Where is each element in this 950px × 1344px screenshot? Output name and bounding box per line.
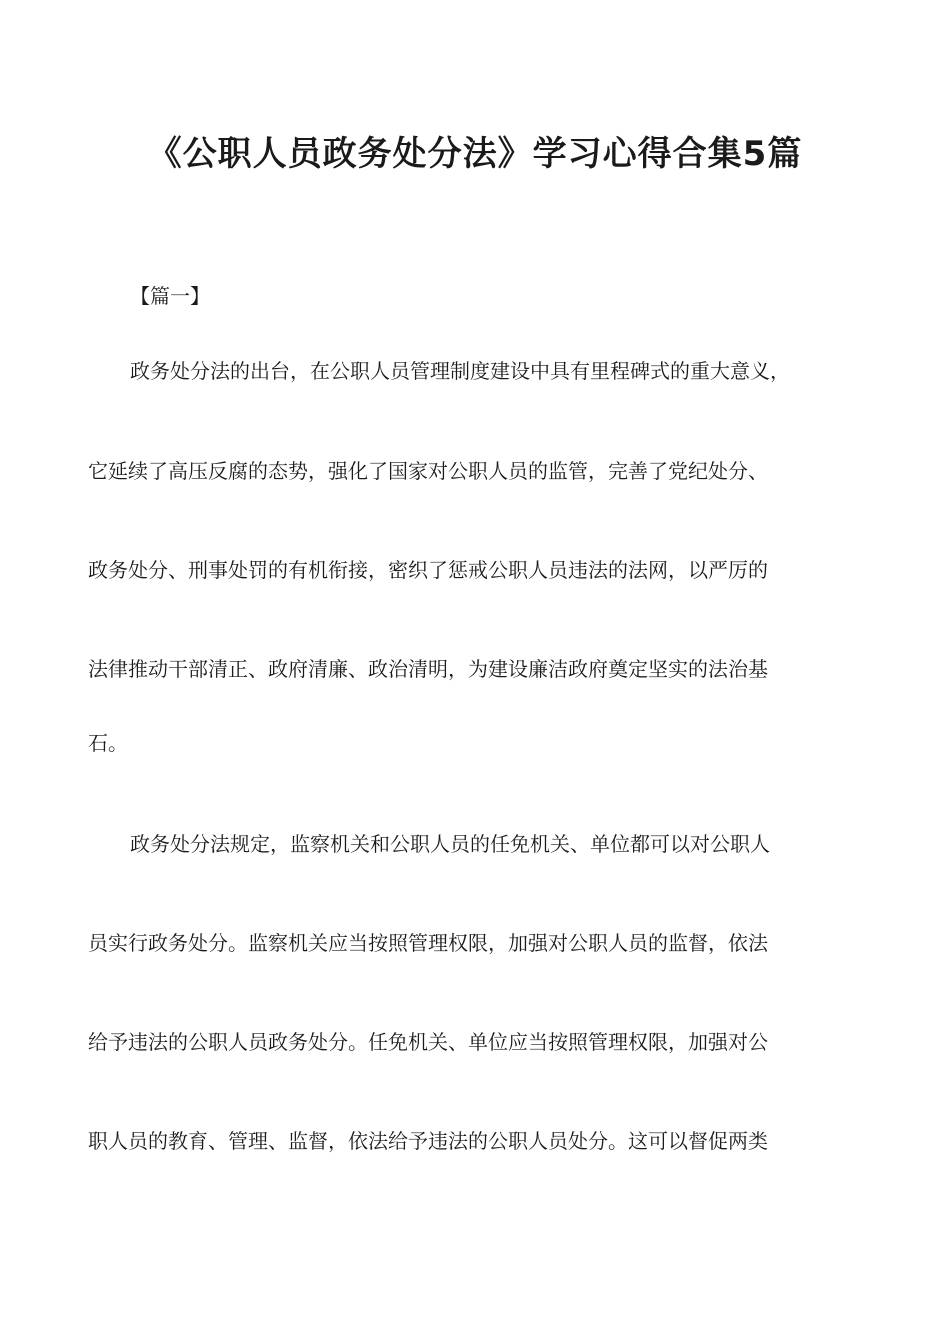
section-label: 【篇一】 — [130, 284, 210, 308]
paragraph-line: 员实行政务处分。监察机关应当按照管理权限，加强对公职人员的监督，依法 — [88, 931, 768, 955]
paragraph-line: 石。 — [88, 731, 128, 755]
paragraph-line: 法律推动干部清正、政府清廉、政治清明，为建设廉洁政府奠定坚实的法治基 — [88, 657, 768, 681]
paragraph-line: 给予违法的公职人员政务处分。任免机关、单位应当按照管理权限，加强对公 — [88, 1030, 768, 1054]
paragraph-line: 政务处分、刑事处罚的有机衔接，密织了惩戒公职人员违法的法网，以严厉的 — [88, 558, 768, 582]
document-title: 《公职人员政务处分法》学习心得合集5篇 — [147, 134, 803, 174]
paragraph-line: 它延续了高压反腐的态势，强化了国家对公职人员的监管，完善了党纪处分、 — [88, 459, 768, 483]
paragraph-line: 职人员的教育、管理、监督，依法给予违法的公职人员处分。这可以督促两类 — [88, 1129, 768, 1153]
paragraph-line: 政务处分法规定，监察机关和公职人员的任免机关、单位都可以对公职人 — [130, 832, 770, 856]
paragraph-line: 政务处分法的出台，在公职人员管理制度建设中具有里程碑式的重大意义， — [130, 359, 790, 383]
